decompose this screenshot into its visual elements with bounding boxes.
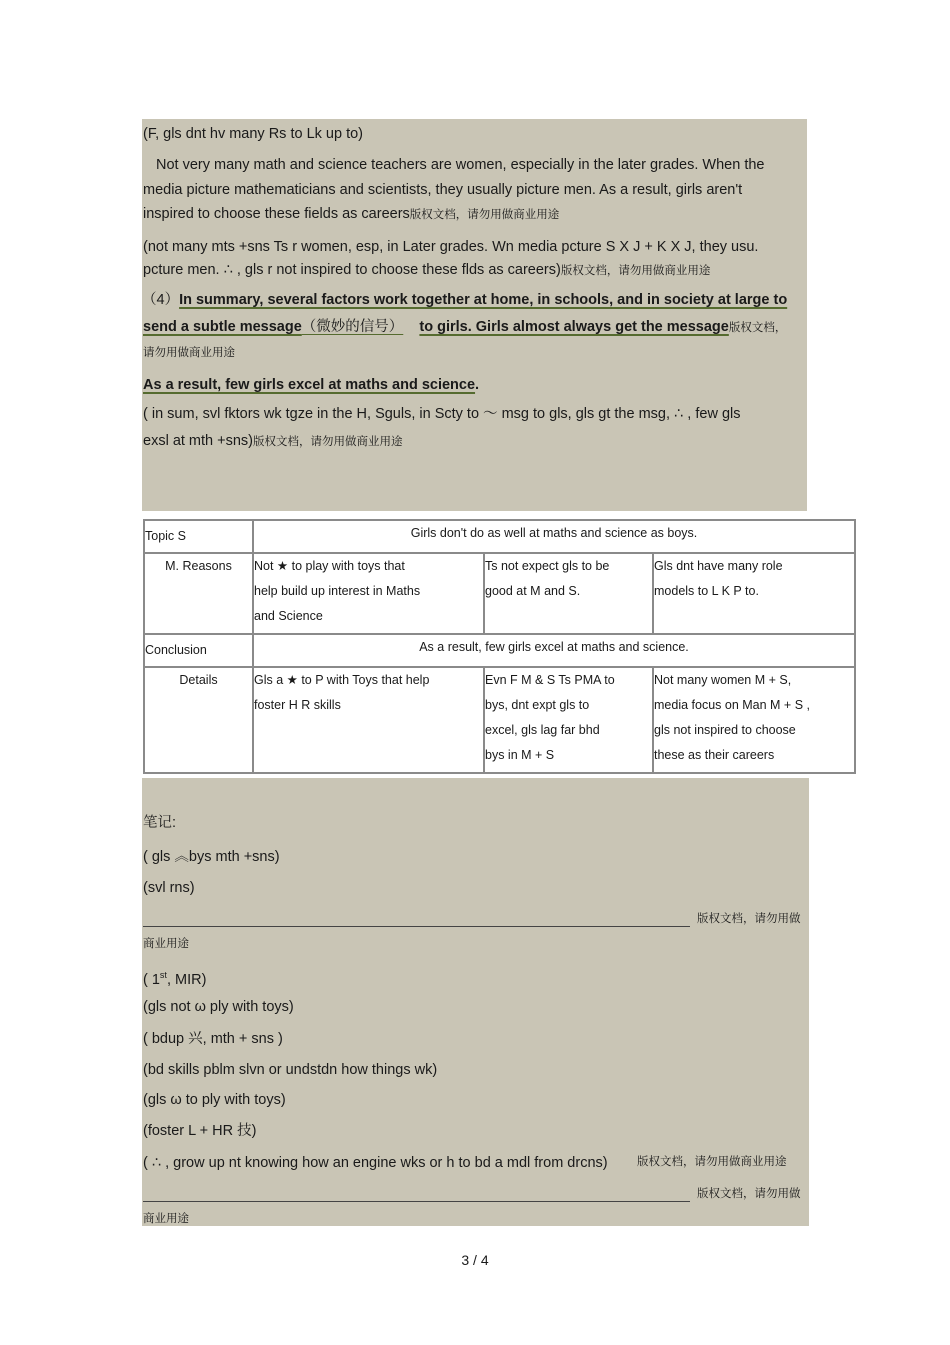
copyright-note-a: 版权文档，请勿用做 — [697, 913, 801, 925]
note-line: ( gls ︽bys mth +sns) — [143, 849, 280, 865]
text-line: Not very many math and science teachers are women, especially in the later grades. When the — [156, 157, 765, 173]
topic-text: Girls don't do as well at maths and science as boys. — [253, 520, 855, 553]
topic-label: Topic S — [144, 520, 253, 553]
cell-line: media focus on Man M + S , — [654, 698, 810, 712]
summary-line — [142, 291, 787, 309]
chinese-gloss: （微妙的信号） — [301, 319, 404, 335]
text-line: media picture mathematicians and scientists, they usually picture men. As a result, girls aren't — [143, 182, 743, 198]
note-line: (bd skills pblm slvn or undstdn how things wk) — [143, 1062, 438, 1078]
cell-line: gls not inspired to choose — [654, 723, 796, 737]
reason-cell — [653, 553, 855, 634]
text-line: (F, gls dnt hv many Rs to Lk up to) — [143, 126, 364, 142]
copyright-note-b: 商业用途 — [143, 938, 189, 950]
cell-line: Evn F M & S Ts PMA to — [485, 673, 615, 687]
highlighted-section-top — [142, 119, 807, 511]
detail-cell — [653, 667, 855, 773]
cell-line: Not ★ to play with toys that — [254, 559, 405, 573]
note-line: ( bdup 兴, mth + sns ) — [143, 1031, 283, 1047]
reasons-label: M. Reasons — [144, 553, 253, 634]
summary-line — [143, 318, 786, 337]
notes-heading: 笔记: — [143, 815, 177, 831]
copyright-note-a: 版权文档，请勿用做 — [697, 1188, 801, 1200]
text-run: exsl at mth +sns) — [143, 433, 253, 449]
cell-line: Gls a ★ to P with Toys that help — [254, 673, 430, 687]
note-line: (gls ω to ply with toys) — [143, 1092, 286, 1108]
result-line — [143, 376, 479, 394]
cell-line: models to L K P to. — [654, 584, 759, 598]
note-line: ( ∴ , grow up nt knowing how an engine wks or h to bd a mdl from drcns) — [143, 1155, 608, 1171]
cell-line: Not many women M + S, — [654, 673, 792, 687]
copyright-note: 版权文档，请勿用做商业用途 — [637, 1156, 787, 1168]
text-run: pcture men. ∴ , gls r not inspired to choose these flds as careers) — [143, 262, 561, 278]
table-row — [144, 667, 855, 773]
table-row — [144, 520, 855, 553]
detail-cell — [253, 667, 484, 773]
note-line — [143, 966, 206, 989]
page-number: 3 / 4 — [461, 1252, 489, 1268]
copyright-note-a: 版权文档， — [728, 322, 787, 334]
result-text: As a result, few girls excel at maths and science — [143, 377, 476, 393]
section-number: （4） — [142, 292, 180, 308]
reason-cell — [484, 553, 653, 634]
reason-cell — [253, 553, 484, 634]
cell-line: foster H R skills — [254, 698, 341, 712]
fill-in-rule — [143, 926, 690, 927]
detail-cell — [484, 667, 653, 773]
copyright-note: 版权文档，请勿用做商业用途 — [560, 265, 711, 277]
text-line — [143, 432, 403, 451]
cell-line: and Science — [254, 609, 323, 623]
details-label: Details — [144, 667, 253, 773]
copyright-note: 版权文档，请勿用做商业用途 — [253, 436, 403, 448]
summary-text: to girls. Girls almost always get the message — [419, 319, 729, 335]
summary-text: send a subtle message — [143, 319, 302, 335]
copyright-note: 版权文档，请勿用做商业用途 — [409, 209, 560, 221]
text-run: inspired to choose these fields as careers — [143, 206, 410, 222]
cell-line: these as their careers — [654, 748, 775, 762]
cell-line: bys in M + S — [485, 748, 555, 762]
text-run: ( 1 — [143, 971, 160, 988]
cell-line: help build up interest in Maths — [254, 584, 421, 598]
text-line — [143, 261, 710, 280]
fill-in-rule — [143, 1201, 690, 1202]
copyright-note-b: 商业用途 — [143, 1213, 189, 1225]
cell-line: Ts not expect gls to be — [485, 559, 610, 573]
text-line — [143, 205, 559, 224]
note-line: (svl rns) — [143, 880, 195, 896]
cell-line: good at M and S. — [485, 584, 581, 598]
note-line: (gls not ω ply with toys) — [143, 999, 294, 1015]
outline-table — [143, 519, 856, 774]
superscript: st — [159, 970, 167, 980]
copyright-note-b: 请勿用做商业用途 — [143, 347, 235, 359]
table-row — [144, 553, 855, 634]
text-line: (not many mts +sns Ts r women, esp, in Later grades. Wn media pcture S X J + K X J, they usu. — [143, 239, 759, 255]
conclusion-label: Conclusion — [144, 634, 253, 667]
table-row — [144, 634, 855, 667]
text-run: , MIR) — [166, 971, 207, 988]
summary-text: In summary, several factors work together at home, in schools, and in society at large to — [179, 292, 788, 308]
cell-line: Gls dnt have many role — [654, 559, 783, 573]
cell-line: bys, dnt expt gls to — [485, 698, 590, 712]
cell-line: excel, gls lag far bhd — [485, 723, 600, 737]
note-line: (foster L + HR 技) — [143, 1123, 257, 1139]
period: . — [475, 377, 480, 393]
text-line: ( in sum, svl fktors wk tgze in the H, Sguls, in Scty to ～ msg to gls, gls gt the msg, ∴ , few gls — [143, 406, 741, 422]
conclusion-text: As a result, few girls excel at maths and science. — [253, 634, 855, 667]
